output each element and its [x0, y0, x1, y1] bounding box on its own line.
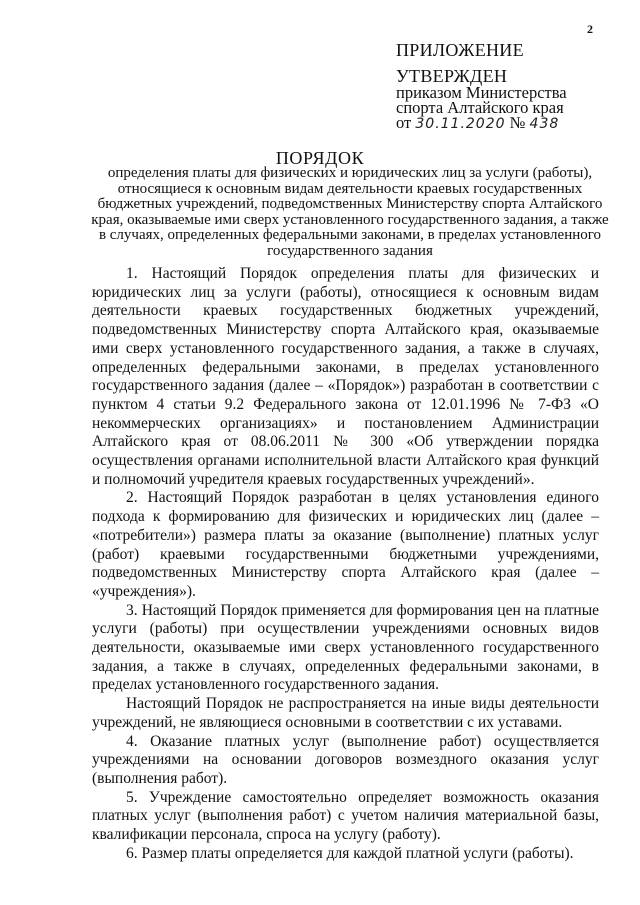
paragraph-2: 2. Настоящий Порядок разработан в целях установления единого подхода к формированию для физических и юридических лиц (далее – «потребители») размера платы за оказание (выполнение) платных услуг (работ) краевыми государственными бюджетными учреждениями, подведомственных Министерству спорта Алтайского края (далее – «учреждения»).: [92, 489, 599, 600]
approval-block: [396, 42, 567, 132]
paragraph-1: 1. Настоящий Порядок определения платы для физических и юридических лиц за услуги (работы), относящиеся к основным видам деятельности краевых государственных бюджетных учреждений, подведомственных Министерству спорта Алтайского края, оказываемые ими сверх установленного государственного задания, а также в случаях, определенных федеральными законами, в пределах установленного государственного задания (далее – «Порядок») разработан в соответствии с пунктом 4 статьи 9.2 Федерального закона от 12.01.1996 № 7-ФЗ «О некоммерческих организациях» и постановлением Администрации Алтайского края от 08.06.2011 № 300 «Об утверждении порядка осуществления органами исполнительной власти Алтайского края функций и полномочий учредителя краевых государственных учреждений».: [92, 265, 599, 488]
date-number-line: [396, 115, 567, 132]
paragraph-3: 3. Настоящий Порядок применяется для формирования цен на платные услуги (работы) при осуществлении учреждениями основных видов деятельности, оказываемые ими сверх установленного государственного задания, а также в случаях, определенных федеральными законами, в пределах установленного государственного задания.: [92, 601, 599, 694]
document-body: [92, 265, 599, 864]
paragraph-4: 4. Оказание платных услуг (выполнение работ) осуществляется учреждениями на основании договоров возмездного оказания услуг (выполнения работ).: [92, 732, 599, 787]
order-line: приказом Министерства: [396, 83, 567, 102]
date-prefix: от: [396, 113, 412, 132]
paragraph-6: 6. Размер платы определяется для каждой платной услуги (работы).: [126, 844, 574, 862]
handwritten-date: 30.11.2020: [415, 116, 506, 132]
ministry-line: спорта Алтайского края: [396, 98, 564, 117]
paragraph-3-note: Настоящий Порядок не распространяется на иные виды деятельности учреждений, не являющиеся основными в соответствии с их уставами.: [92, 695, 599, 731]
appendix-label: ПРИЛОЖЕНИЕ: [396, 40, 524, 60]
document-subtitle: определения платы для физических и юридических лиц за услуги (работы), относящиеся к основным видам деятельности краевых государственных бюджетных учреждений, подведомственных Министерству спорта Алтайского края, оказываемые ими сверх установленного государственного задания, а также в случаях, определенных федеральными законами, в пределах установленного государственного задания: [91, 165, 609, 259]
number-prefix: №: [509, 113, 526, 132]
page-number: 2: [587, 22, 593, 36]
document-heading: ПОРЯДОК: [275, 148, 365, 168]
approved-label: УТВЕРЖДЕН: [396, 66, 508, 86]
handwritten-number: 438: [529, 116, 560, 132]
paragraph-5: 5. Учреждение самостоятельно определяет возможность оказания платных услуг (выполнения работ) с учетом наличия материальной базы, квалификации персонала, спроса на услугу (работу).: [92, 788, 599, 844]
